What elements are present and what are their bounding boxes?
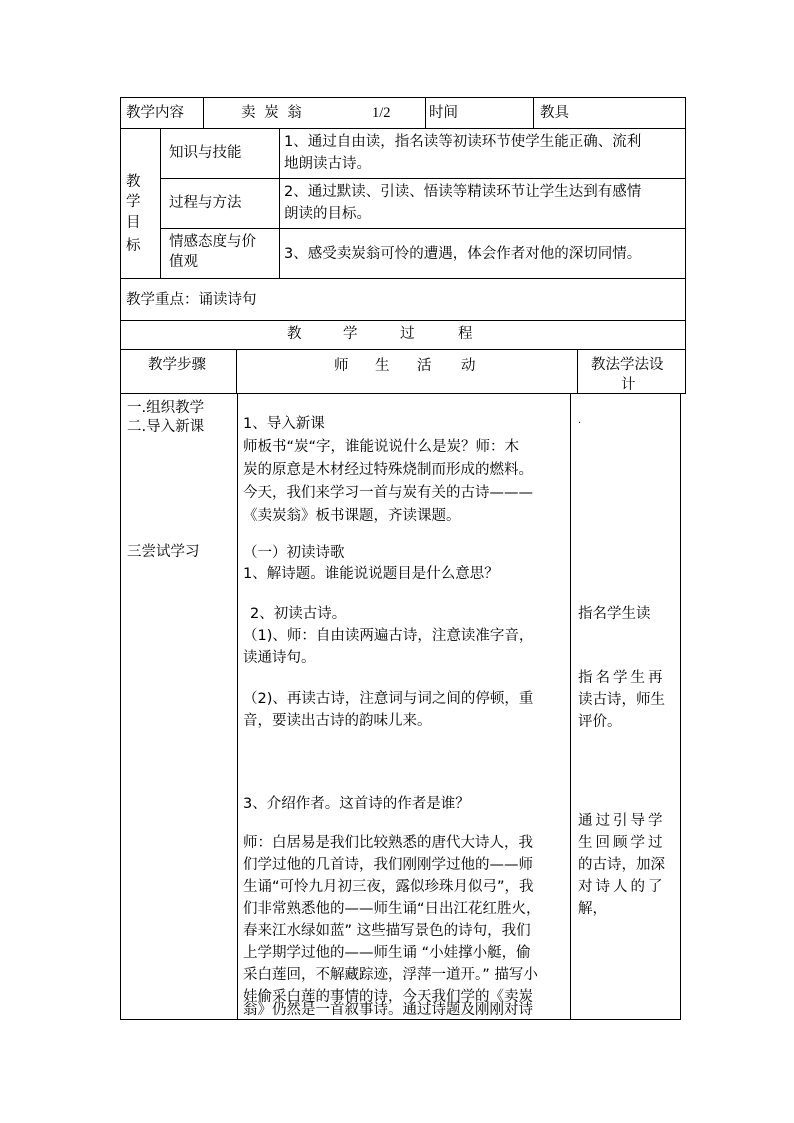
activity-line: 们学过他的几首诗，我们刚刚学过他的——师 [243, 857, 533, 873]
objective-category: 知识与技能 [169, 145, 242, 161]
key-point: 教学重点：诵读诗句 [126, 292, 257, 308]
activity-line: 2、初读古诗。 [250, 606, 347, 622]
method-header: 计 [621, 377, 636, 393]
activity-line: 师：白居易是我们比较熟悉的唐代大诗人，我 [243, 835, 533, 851]
activity-line: 炭的原意是木材经过特殊烧制而形成的燃料。 [243, 462, 533, 478]
objective-text: 3、感受卖炭翁可怜的遭遇，体会作者对他的深切同情。 [284, 246, 642, 262]
activity-line: 上学期学过他的——师生诵 “小娃撑小艇，偷 [243, 945, 531, 961]
lesson-title: 卖 炭 翁 [241, 105, 304, 121]
objective-text: 朗读的目标。 [284, 206, 371, 222]
method-note: 指名学生再 [578, 670, 666, 686]
method-note: 解， [578, 901, 607, 917]
objectives-label-char: 学 [126, 194, 141, 210]
activity-line: 读通诗句。 [243, 650, 316, 666]
process-title-char: 教 [287, 326, 302, 342]
step-label: 一.组织教学 [127, 400, 205, 416]
objective-text: 2、通过默读、引读、悟读等精读环节让学生达到有感情 [284, 184, 642, 200]
activity-line: 采白莲回，不解藏踪迹，浮萍一道开。” 描写小 [243, 967, 538, 983]
objective-category: 值观 [169, 254, 198, 270]
time-label: 时间 [429, 105, 458, 121]
objectives-label-char: 教 [126, 174, 141, 190]
objective-text: 地朗读古诗。 [284, 156, 371, 172]
activity-heading: 1、导入新课 [243, 416, 325, 432]
activity-line: 音，要读出古诗的韵味儿来。 [243, 713, 432, 729]
activity-line: 今天，我们来学习一首与炭有关的古诗——— [243, 485, 533, 501]
objective-text: 1、通过自由读，指名读等初读环节使学生能正确、流利 [284, 134, 642, 150]
method-note: 生回顾学过 [578, 835, 666, 851]
lesson-part: 1/2 [372, 105, 391, 121]
process-title-char: 过 [400, 326, 415, 342]
activity-line: 师板书“炭“字，谁能说说什么是炭？师：木 [243, 439, 520, 455]
process-title-char: 程 [458, 326, 473, 342]
activity-line: 娃偷采白莲的事情的诗，今天我们学的《卖炭 [243, 989, 533, 1005]
activity-line: 1、解诗题。谁能说说题目是什么意思？ [243, 566, 499, 582]
activity-header-char: 活 [417, 358, 432, 374]
method-dot: . [578, 415, 582, 426]
activity-header-char: 动 [461, 358, 476, 374]
method-header: 教法学法设 [591, 357, 664, 373]
activity-header-char: 师 [334, 358, 349, 374]
step-label: 三尝试学习 [127, 544, 200, 560]
process-title-char: 学 [343, 326, 358, 342]
activity-line: 翁》仍然是一首叙事诗。通过诗题及刚刚对诗 [243, 1002, 533, 1018]
activity-line: 生诵“可怜九月初三夜，露似珍珠月似弓”，我 [243, 879, 534, 895]
activity-line: （2)、再读古诗，注意词与词之间的停顿，重 [243, 691, 534, 707]
objective-category: 过程与方法 [169, 195, 242, 211]
method-note: 的古诗，加深 [578, 857, 665, 873]
content-label: 教学内容 [126, 105, 184, 121]
method-note: 对诗人的了 [578, 879, 666, 895]
step-label: 二.导入新课 [127, 419, 205, 435]
activity-heading: 3、介绍作者。这首诗的作者是谁？ [243, 796, 470, 812]
activity-heading: （一）初读诗歌 [243, 545, 345, 561]
objectives-label-char: 标 [126, 238, 141, 254]
objective-category: 情感态度与价 [169, 234, 256, 250]
activity-line: 春来江水绿如蓝” 这些描写景色的诗句，我们 [243, 923, 531, 939]
objectives-label-char: 目 [126, 215, 141, 231]
tools-label: 教具 [540, 105, 569, 121]
method-note: 通过引导学 [578, 813, 666, 829]
activity-line: （1)、师：自由读两遍古诗，注意读准字音， [243, 628, 534, 644]
activity-header-char: 生 [375, 358, 390, 374]
method-note: 读古诗，师生 [578, 692, 665, 708]
steps-header: 教学步骤 [148, 357, 206, 373]
activity-line: 《卖炭翁》板书课题，齐读课题。 [243, 508, 461, 524]
method-note: 指名学生读 [578, 606, 651, 622]
activity-line: 们非常熟悉他的——师生诵“日出江花红胜火， [243, 901, 541, 917]
method-note: 评价。 [578, 714, 622, 730]
